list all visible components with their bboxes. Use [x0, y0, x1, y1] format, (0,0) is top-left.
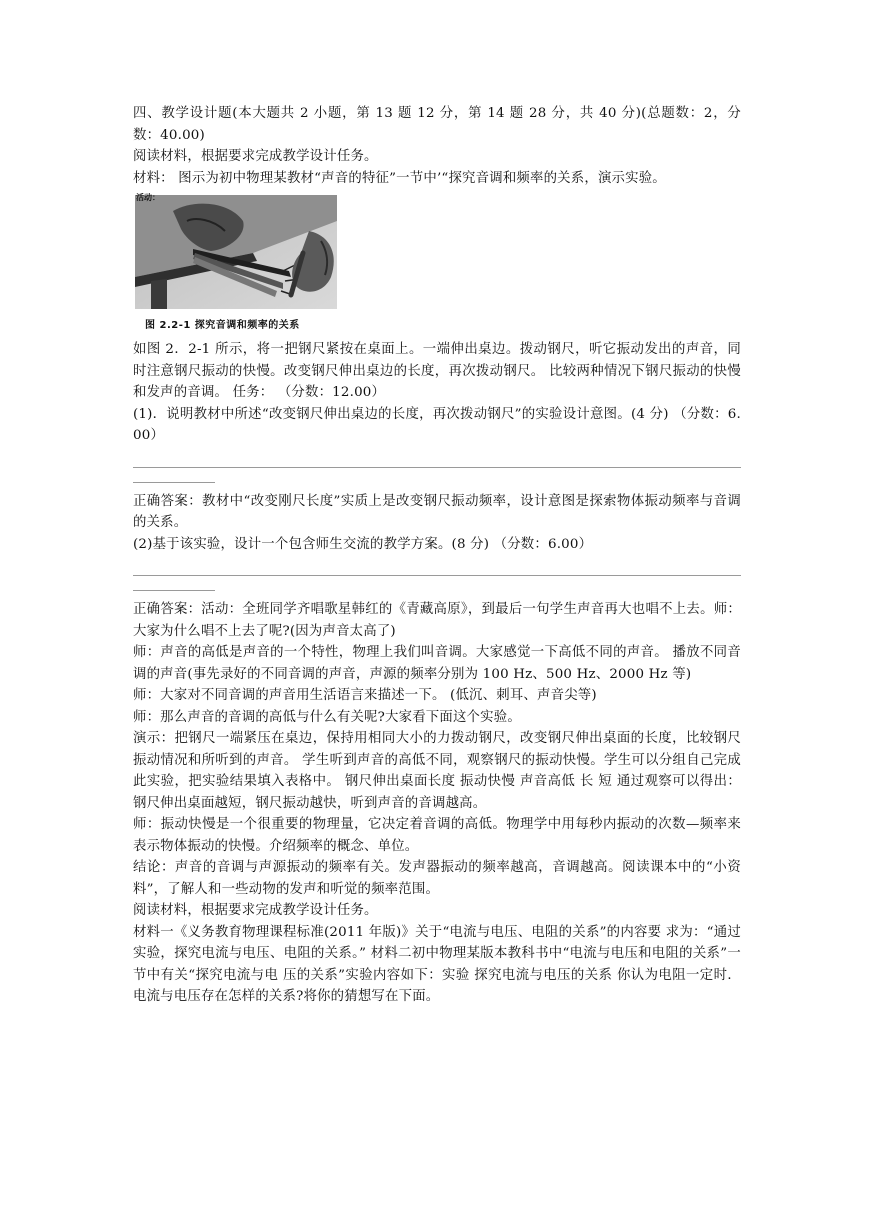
read-material-instruction: 阅读材料，根据要求完成教学设计任务。 — [133, 149, 378, 164]
figure-description: 如图 2．2-1 所示，将一把钢尺紧按在桌面上。一端伸出桌边。拨动钢尺，听它振动发出的声音，同时注意钢尺振动的快慢。改变钢尺伸出桌边的长度，再次拨动钢尺。 比较两种情况下钢尺振动的快慢和发声的音调。 任务： （分数：12.00） — [133, 342, 741, 400]
answer-line-2 — [133, 575, 741, 576]
answer-short-line-1 — [133, 482, 215, 483]
answer-2-part-6: 师：振动快慢是一个很重要的物理量，它决定着音调的高低。物理学中用每秒内振动的次数—频率来表示物体振动的快慢。介绍频率的概念、单位。 — [133, 817, 741, 854]
ruler-experiment-photo — [133, 191, 343, 315]
read-material-instruction-2: 阅读材料，根据要求完成教学设计任务。 — [133, 903, 378, 918]
question-2: (2)基于该实验，设计一个包含师生交流的教学方案。(8 分) （分数：6.00） — [133, 536, 593, 552]
answer-2-part-1: 正确答案：活动：全班同学齐唱歌星韩红的《青藏高原》，到最后一句学生声音再大也唱不上去。师：大家为什么唱不上去了呢?(因为声音太高了) — [133, 602, 741, 639]
answer-2-part-4: 师：那么声音的音调的高低与什么有关呢?大家看下面这个实验。 — [133, 709, 521, 725]
figure-caption: 图 2.2-1 探究音调和频率的关系 — [145, 320, 300, 331]
experiment-figure — [133, 191, 343, 339]
figure-top-label: 活动： — [136, 193, 160, 202]
question-1: (1)．说明教材中所述“改变钢尺伸出桌边的长度，再次拨动钢尺”的实验设计意图。(4 分) （分数：6.00） — [133, 406, 741, 443]
answer-short-line-2 — [133, 590, 215, 591]
answer-2-part-7: 结论：声音的音调与声源振动的频率有关。发声器振动的频率越高，音调越高。阅读课本中的“小资料”，了解人和一些动物的发声和听觉的频率范围。 — [133, 860, 741, 897]
answer-2-part-3: 师：大家对不同音调的声音用生活语言来描述一下。 (低沉、刺耳、声音尖等) — [133, 688, 597, 703]
answer-2-part-5: 演示：把钢尺一端紧压在桌边，保持用相同大小的力拨动钢尺，改变钢尺伸出桌面的长度，比较钢尺振动情况和所听到的声音。 学生听到声音的高低不同，观察钢尺的振动快慢。学生可以分组自己完成此实验，把实验结果填入表格中。 钢尺伸出桌面长度 振动快慢 声音高低 长 短 通过观察可以得出：钢尺伸出桌面越短，钢尺振动越快，听到声音的音调越高。 — [133, 731, 741, 811]
answer-line-1 — [133, 467, 741, 468]
material-intro: 材料： 图示为初中物理某教材“声音的特征”一节中’“探究音调和频率的关系，演示实验。 — [133, 170, 666, 186]
section-header: 四、教学设计题(本大题共 2 小题，第 13 题 12 分，第 14 题 28 分，共 40 分)(总题数：2，分数：40.00) — [133, 106, 741, 143]
answer-1: 正确答案：教材中“改变刚尺长度”实质上是改变钢尺振动频率，设计意图是探索物体振动频率与音调的关系。 — [133, 493, 741, 530]
answer-2-part-2: 师：声音的高低是声音的一个特性，物理上我们叫音调。大家感觉一下高低不同的声音。 播放不同音调的声音(事先录好的不同音调的声音，声源的频率分别为 100 Hz、500 Hz、2000 Hz 等) — [133, 645, 741, 682]
material-2: 材料一《义务教育物理课程标准(2011 年版)》关于“电流与电压、电阻的关系”的内容要 求为：“通过实验，探究电流与电压、电阻的关系。” 材料二初中物理某版本教科书中“电流与电压和电阻的关系”一节中有关“探究电流与电 压的关系”实验内容如下：实验 探究电流与电压的关系 你认为电阻一定时．电流与电压存在怎样的关系?将你的猜想写在下面。 — [133, 924, 741, 1004]
document-page — [133, 103, 741, 1008]
